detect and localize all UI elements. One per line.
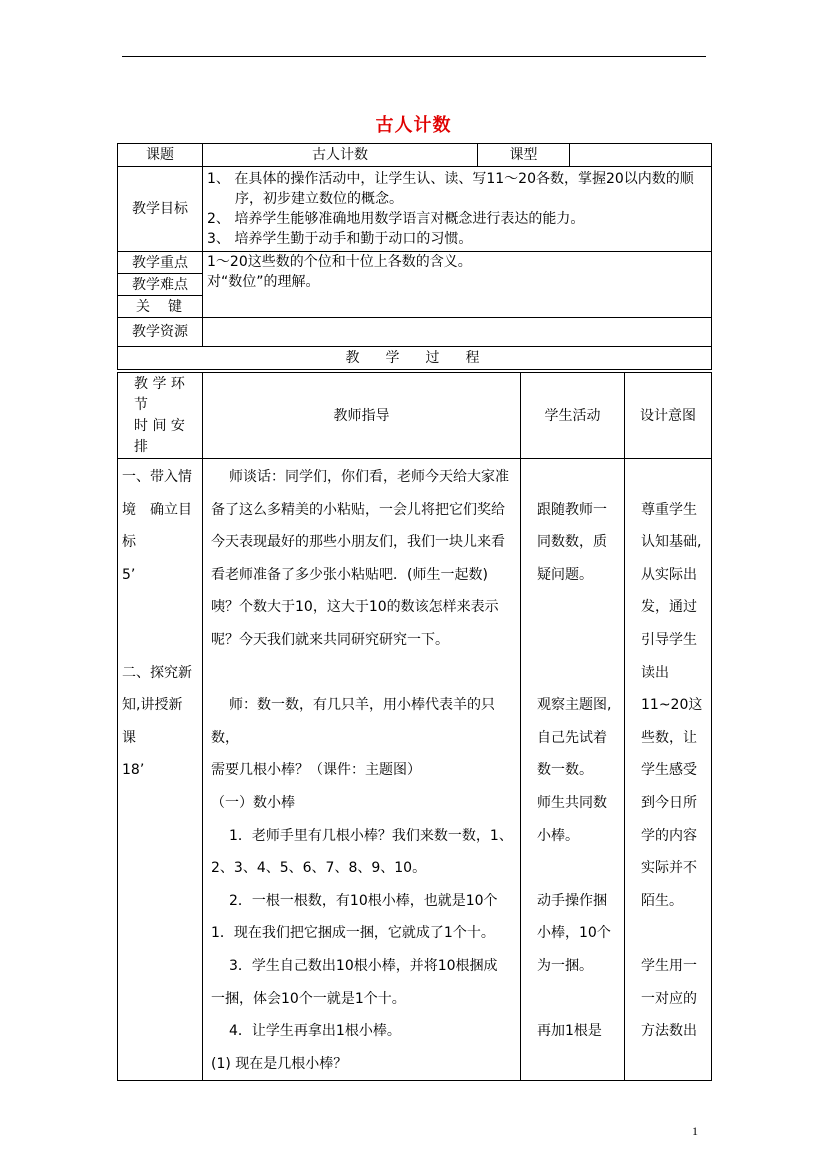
topic-label: 课题 [118,144,203,167]
stage-header: 教 学 环 节 时 间 安 排 [118,373,203,459]
stage-line: 知,讲授新 [122,697,183,714]
goals-label: 教学目标 [118,167,203,252]
student-line: 疑问题。 [537,566,593,583]
teacher-header: 教师指导 [203,373,521,459]
lesson-info-table [117,143,712,370]
stage-line [122,624,198,657]
design-line: 发，通过 [641,599,697,616]
teacher-line: 咦？个数大于10，这大于10的数该怎样来表示 [211,599,499,616]
student-line: 观察主题图, [537,697,612,714]
key-label: 教学重点 [118,252,203,274]
design-line: 到今日所 [641,794,697,811]
student-line [537,624,620,657]
goal-item: 1、 在具体的操作活动中，让学生认、读、写11～20各数，掌握20以内数的顺序，初步建立数位的概念。 [207,171,694,207]
stage-column [118,459,203,1081]
stage-line: 标 [122,534,136,551]
design-line: 方法数出 [641,1023,697,1040]
student-line: 数一数。 [537,762,593,779]
student-line [537,657,620,690]
student-line [537,852,620,885]
process-title: 教学过程 [118,347,712,370]
topic-value: 古人计数 [203,144,478,167]
design-line: 从实际出 [641,566,697,583]
design-line: 一对应的 [641,990,697,1007]
stage-line: 课 [122,729,136,746]
teacher-line: 4．让学生再拿出1根小棒。 [229,1023,401,1040]
design-line: 实际并不 [641,860,697,877]
student-line: 自己先试着 [537,729,607,746]
page-number: 1 [692,1124,698,1138]
teacher-line: 需要几根小棒？（课件：主题图） [211,762,421,779]
teacher-line [211,657,516,690]
design-line: 引导学生 [641,631,697,648]
design-line: 认知基础, [641,534,702,551]
design-line: 学生感受 [641,762,697,779]
student-line: 小棒。 [537,827,579,844]
student-column [521,459,625,1081]
key-value: 1～20这些数的个位和十位上各数的含义。 [207,254,472,270]
student-line [537,983,620,1016]
student-line: 师生共同数 [537,794,607,811]
design-line: 尊重学生 [641,501,697,518]
design-line [641,461,707,494]
goals-cell [203,167,712,252]
crux-label: 关 键 [118,296,203,318]
design-line [641,917,707,950]
student-header: 学生活动 [521,373,625,459]
teacher-line: 备了这么多精美的小粘贴，一会儿将把它们奖给 [211,501,505,518]
teacher-line: 2、3、4、5、6、7、8、9、10。 [211,860,427,877]
student-line [537,461,620,494]
design-header: 设计意图 [625,373,712,459]
goal-item: 3、 培养学生勤于动手和勤于动口的习惯。 [207,231,473,247]
design-line: 11~20这 [641,697,703,714]
teacher-line: 一捆，体会10个一就是1个十。 [211,990,406,1007]
student-line: 同数数，质 [537,534,607,551]
stage-line: 二、探究新 [122,664,192,681]
design-line: 些数，让 [641,729,697,746]
teacher-line: 2．一根一根数，有10根小棒，也就是10个 [229,892,498,909]
key-difficulty-cell [203,252,712,318]
teacher-line: 今天表现最好的那些小朋友们，我们一块儿来看 [211,534,505,551]
stage-line: 一、带入情 [122,469,192,485]
student-line: 动手操作捆 [537,892,607,909]
goal-item: 2、 培养学生能够准确地用数学语言对概念进行表达的能力。 [207,211,585,227]
header-rule [122,56,706,57]
teacher-line: 1．现在我们把它捆成一捆，它就成了1个十。 [211,925,495,942]
design-line: 陌生。 [641,892,683,909]
teacher-line: （一）数小棒 [211,794,295,811]
student-line: 小棒，10个 [537,925,611,942]
type-label: 课型 [478,144,570,167]
teacher-line: 3．学生自己数出10根小棒，并将10根捆成 [229,957,498,974]
teacher-line: 1．老师手里有几根小棒？我们来数一数，1、 [229,827,513,844]
teacher-line: (1) 现在是几根小棒？ [211,1055,348,1072]
teacher-line: 呢？今天我们就来共同研究研究一下。 [211,631,449,648]
teacher-line: 看老师准备了多少张小粘贴吧．(师生一起数) [211,566,488,583]
student-line: 跟随教师一 [537,501,607,518]
student-line: 再加1根是 [537,1023,602,1040]
difficulty-label: 教学难点 [118,274,203,296]
stage-line: 18’ [122,762,145,779]
resource-label: 教学资源 [118,318,203,347]
page-title: 古人计数 [375,115,452,136]
student-line [537,591,620,624]
resource-value [203,318,712,347]
teacher-line: 师谈话：同学们，你们看，老师今天给大家准 [229,469,509,485]
design-line: 学生用一 [641,957,697,974]
stage-line [122,591,198,624]
design-line: 读出 [641,664,669,681]
student-line: 为一捆。 [537,957,593,974]
type-value [570,144,712,167]
design-column [625,459,712,1081]
difficulty-value: 对“数位”的理解。 [207,274,320,290]
teacher-line: 师：数一数，有几只羊，用小棒代表羊的只数， [211,697,495,746]
process-table [117,372,712,1081]
stage-line: 5’ [122,566,136,583]
stage-line: 境 确立目 [122,501,192,518]
design-line: 学的内容 [641,827,697,844]
teacher-column [203,459,521,1081]
